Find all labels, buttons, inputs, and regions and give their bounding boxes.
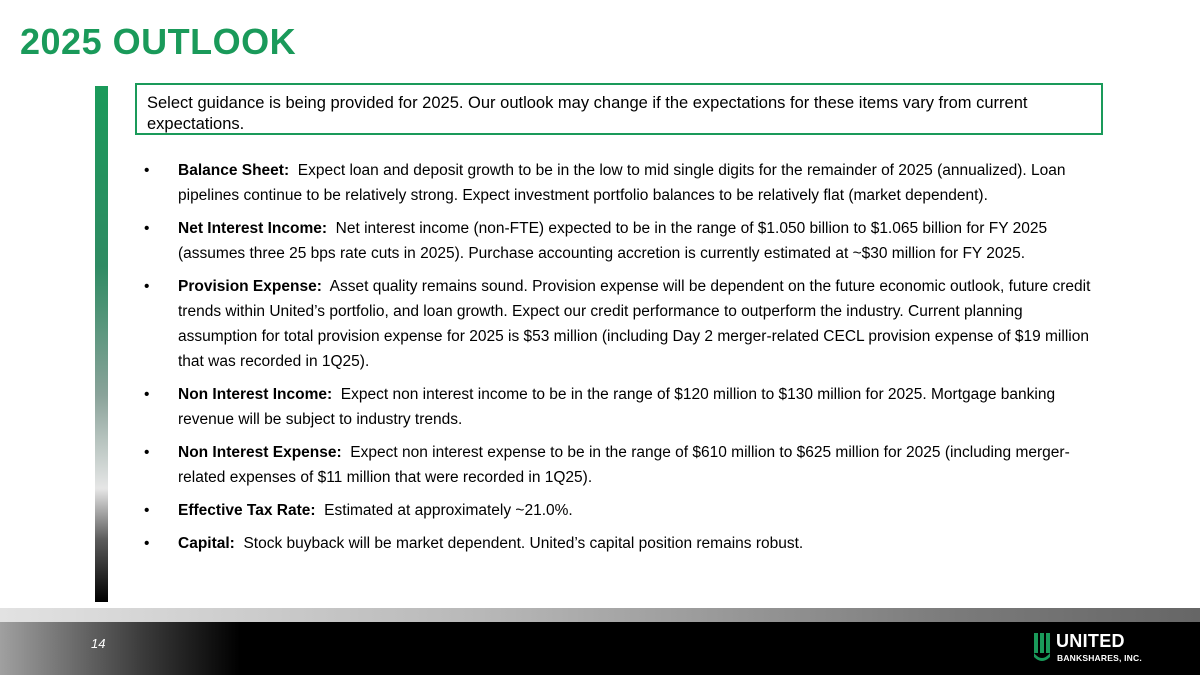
bullet-label: Net Interest Income: — [178, 220, 328, 237]
page-number: 14 — [91, 636, 106, 651]
footer-bar — [0, 622, 1200, 675]
bullet-capital — [140, 531, 1100, 556]
bullet-marker: • — [144, 278, 150, 295]
bullet-label: Effective Tax Rate: — [178, 502, 316, 519]
bullet-marker: • — [144, 535, 150, 552]
side-accent-bar — [95, 86, 108, 602]
bullet-label: Non Interest Income: — [178, 386, 333, 403]
bullet-effective-tax-rate — [140, 498, 1100, 523]
bullet-label: Non Interest Expense: — [178, 444, 342, 461]
slide-title: 2025 OUTLOOK — [20, 21, 297, 62]
footer-gradient-strip — [0, 608, 1200, 622]
bullet-non-interest-expense — [140, 440, 1100, 490]
logo-mark-icon — [1034, 633, 1052, 663]
bullet-balance-sheet — [140, 158, 1100, 208]
bullet-text: Asset quality remains sound. Provision expense will be dependent on the future economic outlook, future credit trends within United’s portfolio, and loan growth. Expect our credit performance to outperform the industry. Current planning assumption for total provision expense for 2025 is $53 million (including Day 2 merger-related CECL provision expense of $19 million that was recorded in 1Q25). — [178, 278, 1091, 370]
bullet-label: Balance Sheet: — [178, 162, 290, 179]
bullet-marker: • — [144, 386, 150, 403]
outlook-bullet-list — [140, 158, 1100, 564]
bullet-marker: • — [144, 220, 150, 237]
bullet-text: Expect loan and deposit growth to be in the low to mid single digits for the remainder of 2025 (annualized). Loan pipelines continue to be relatively strong. Expect investment portfolio balances to be relatively flat (market dependent). — [178, 162, 1066, 204]
bullet-label: Capital: — [178, 535, 235, 552]
bullet-text: Net interest income (non-FTE) expected to be in the range of $1.050 billion to $1.065 billion for FY 2025 (assumes three 25 bps rate cuts in 2025). Purchase accounting accretion is currently estimated at ~$30 million for FY 2025. — [178, 220, 1048, 262]
bullet-marker: • — [144, 502, 150, 519]
bullet-net-interest-income — [140, 216, 1100, 266]
bullet-label: Provision Expense: — [178, 278, 322, 295]
guidance-callout-box: Select guidance is being provided for 2025. Our outlook may change if the expectations for these items vary from current expectations. — [135, 83, 1103, 135]
company-logo — [1034, 632, 1164, 668]
bullet-provision-expense — [140, 274, 1100, 374]
bullet-marker: • — [144, 444, 150, 461]
bullet-marker: • — [144, 162, 150, 179]
logo-subtitle: BANKSHARES, INC. — [1057, 653, 1142, 663]
bullet-non-interest-income — [140, 382, 1100, 432]
bullet-text: Expect non interest income to be in the range of $120 million to $130 million for 2025. Mortgage banking revenue will be subject to industry trends. — [178, 386, 1056, 428]
bullet-text: Expect non interest expense to be in the range of $610 million to $625 million for 2025 (including merger-related expenses of $11 million that were recorded in 1Q25). — [178, 444, 1070, 486]
bullet-text: Stock buyback will be market dependent. United’s capital position remains robust. — [243, 535, 804, 552]
bullet-text: Estimated at approximately ~21.0%. — [324, 502, 573, 519]
logo-wordmark: UNITED — [1056, 631, 1125, 651]
